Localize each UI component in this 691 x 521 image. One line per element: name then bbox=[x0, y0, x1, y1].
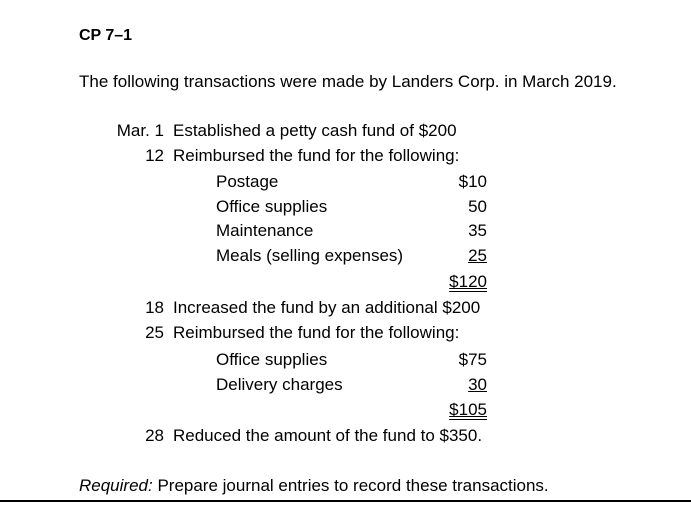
transaction-date: Mar. 1 bbox=[116, 121, 164, 140]
expense-label: Office supplies bbox=[216, 197, 328, 216]
expense-label: Maintenance bbox=[216, 221, 314, 240]
transaction-row bbox=[0, 146, 691, 166]
expense-label: Postage bbox=[216, 172, 279, 191]
expense-amount bbox=[427, 246, 487, 266]
expense-total bbox=[427, 272, 487, 292]
expense-amount-underlined: 25 bbox=[468, 246, 487, 265]
required-instruction bbox=[79, 476, 549, 496]
expense-amount: $10 bbox=[458, 172, 487, 191]
transaction-description: Reimbursed the fund for the following: bbox=[173, 146, 460, 165]
problem-intro: The following transactions were made by Landers Corp. in March 2019. bbox=[79, 72, 617, 91]
problem-heading: CP 7–1 bbox=[79, 27, 133, 44]
transaction-date: 18 bbox=[145, 298, 164, 317]
transaction-description: Established a petty cash fund of $200 bbox=[173, 121, 457, 140]
transaction-row bbox=[0, 426, 691, 446]
expense-amount: 50 bbox=[468, 197, 487, 216]
transaction-description: Increased the fund by an additional $200 bbox=[173, 298, 481, 317]
transaction-row bbox=[0, 121, 691, 141]
expense-total-value: $120 bbox=[449, 272, 487, 291]
expense-total bbox=[427, 400, 487, 420]
transaction-date: 28 bbox=[145, 426, 164, 445]
required-label: Required: bbox=[79, 476, 153, 495]
transaction-row bbox=[0, 323, 691, 343]
expense-label: Meals (selling expenses) bbox=[216, 246, 404, 265]
expense-amount-underlined: 30 bbox=[468, 375, 487, 394]
expense-amount: 35 bbox=[468, 221, 487, 240]
expense-label: Office supplies bbox=[216, 350, 328, 369]
transaction-row bbox=[0, 298, 691, 318]
bottom-rule bbox=[0, 500, 691, 502]
required-text: Prepare journal entries to record these transactions. bbox=[152, 476, 549, 495]
expense-amount bbox=[427, 375, 487, 395]
expense-total-value: $105 bbox=[449, 400, 487, 419]
transaction-date: 25 bbox=[145, 323, 164, 342]
transaction-description: Reduced the amount of the fund to $350. bbox=[173, 426, 483, 445]
expense-label: Delivery charges bbox=[216, 375, 343, 394]
transaction-date: 12 bbox=[145, 146, 164, 165]
expense-amount: $75 bbox=[458, 350, 487, 369]
transaction-description: Reimbursed the fund for the following: bbox=[173, 323, 460, 342]
